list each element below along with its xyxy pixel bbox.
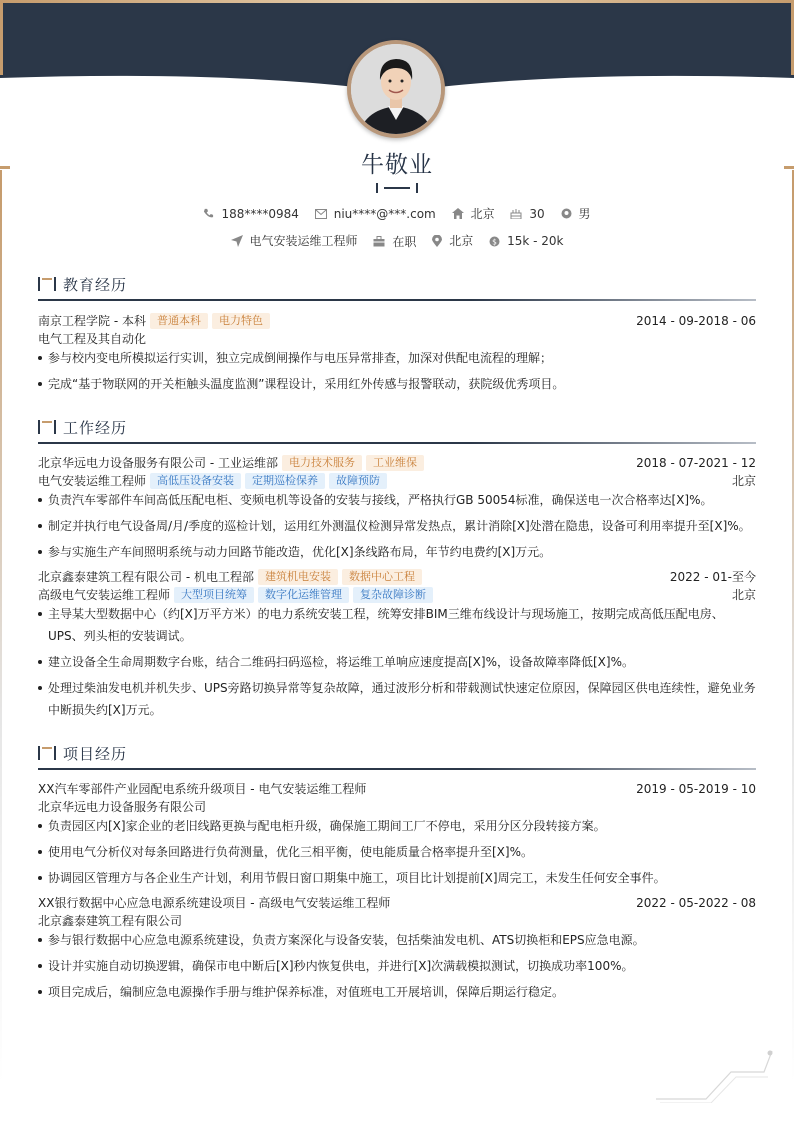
- project-title-row: [38, 780, 756, 798]
- education-section-header: [38, 274, 756, 300]
- phone-item[interactable]: [203, 207, 298, 221]
- skill-tag: 数字化运维管理: [258, 587, 349, 603]
- gender-icon: [561, 208, 572, 219]
- section-marker-icon: [38, 420, 56, 434]
- gender-item: [561, 205, 591, 222]
- company-name: 北京鑫泰建筑工程有限公司 - 机电工程部: [38, 570, 254, 584]
- work-bullet: 主导某大型数据中心（约[X]万平方米）的电力系统安装工程，统筹安排BIM三维布线设计与现场施工，按期完成高低压配电房、UPS、列头柜的安装调试。: [38, 603, 756, 647]
- company-name: 北京华远电力设备服务有限公司 - 工业运维部: [38, 456, 278, 470]
- school-tag: 电力特色: [212, 313, 270, 329]
- name-divider: [376, 183, 418, 193]
- company-tag: 电力技术服务: [282, 455, 362, 471]
- location-pin-icon: [432, 235, 442, 247]
- project-company-row: [38, 912, 756, 930]
- project-bullet: 参与银行数据中心应急电源系统建设，负责方案深化与设备安装，包括柴油发电机、ATS切换柜和EPS应急电源。: [38, 929, 756, 951]
- age: 30: [529, 206, 545, 221]
- send-icon: [231, 235, 243, 247]
- work-bullet: 处理过柴油发电机并机失步、UPS旁路切换异常等复杂故障，通过波形分析和带载测试快速定位原因，保障园区供电连续性，避免业务中断损失约[X]万元。: [38, 677, 756, 721]
- hometown-item: [452, 205, 495, 222]
- work-period: 2018 - 07-2021 - 12: [636, 456, 756, 470]
- work-bullet: 建立设备全生命周期数字台账，结合二维码扫码巡检，将运维工单响应速度提高[X]%，设备故障率降低[X]%。: [38, 651, 756, 673]
- phone-number: 188****0984: [221, 206, 299, 221]
- briefcase-icon: [373, 236, 385, 247]
- work-role-row: [38, 472, 756, 490]
- section-title: 教育经历: [63, 276, 128, 294]
- target-city: 北京: [449, 234, 474, 248]
- section-marker-icon: [38, 746, 56, 760]
- work-section-header: [38, 417, 756, 443]
- email-item[interactable]: [315, 207, 436, 221]
- skill-tag: 高低压设备安装: [150, 473, 241, 489]
- school-tag: 普通本科: [150, 313, 208, 329]
- company-tag: 建筑机电安装: [258, 569, 338, 585]
- project-period: 2019 - 05-2019 - 10: [636, 782, 756, 796]
- skill-tag: 复杂故障诊断: [353, 587, 433, 603]
- project-bullet: 项目完成后，编制应急电源操作手册与维护保养标准，对值班电工开展培训，保障后期运行稳定。: [38, 981, 756, 1003]
- work-company-row: [38, 454, 756, 472]
- work-city: 北京: [731, 588, 756, 602]
- status-item: [373, 233, 416, 250]
- project-company: 北京华远电力设备服务有限公司: [38, 800, 207, 814]
- phone-icon: [203, 208, 214, 219]
- skill-tag: 定期巡检保养: [245, 473, 325, 489]
- project-title: XX银行数据中心应急电源系统建设项目 - 高级电气安装运维工程师: [38, 896, 391, 910]
- section-divider: [38, 768, 756, 770]
- work-bullet: 制定并执行电气设备周/月/季度的巡检计划，运用红外测温仪检测异常发热点，累计消除[X]处潜在隐患，设备可利用率提升至[X]%。: [38, 515, 756, 537]
- section-title: 项目经历: [63, 745, 128, 763]
- skill-tag: 大型项目统筹: [174, 587, 254, 603]
- work-city: 北京: [731, 474, 756, 488]
- target-city-item: [432, 232, 473, 249]
- education-bullet: 参与校内变电所模拟运行实训，独立完成倒闸操作与电压异常排查，加深对供配电流程的理解；: [38, 347, 756, 369]
- target-position: 电气安装运维工程师: [249, 234, 358, 248]
- section-title: 工作经历: [63, 419, 128, 437]
- home-icon: [452, 208, 464, 219]
- major: 电气工程及其自动化: [38, 332, 147, 346]
- project-title-row: [38, 894, 756, 912]
- salary-item: [489, 234, 563, 248]
- education-school-row: [38, 312, 756, 330]
- job-title: 电气安装运维工程师: [38, 474, 147, 488]
- school-name: 南京工程学院 - 本科: [38, 314, 146, 328]
- project-company-row: [38, 798, 756, 816]
- email-address: niu****@***.com: [333, 207, 436, 221]
- project-period: 2022 - 05-2022 - 08: [636, 896, 756, 910]
- education-major-row: [38, 330, 756, 348]
- target-position-item: [231, 232, 358, 249]
- svg-text:$: $: [492, 236, 497, 246]
- skill-tag: 故障预防: [329, 473, 387, 489]
- work-role-row: [38, 586, 756, 604]
- project-company: 北京鑫泰建筑工程有限公司: [38, 914, 183, 928]
- birthday-cake-icon: [510, 208, 522, 219]
- profile-photo: [351, 44, 441, 134]
- gender: 男: [578, 207, 591, 221]
- candidate-name: 牛敬业: [361, 152, 433, 178]
- work-period: 2022 - 01-至今: [669, 570, 756, 584]
- money-icon: [489, 236, 500, 247]
- work-bullet: 参与实施生产车间照明系统与动力回路节能改造，优化[X]条线路布局，年节约电费约[X]万元。: [38, 541, 756, 563]
- company-tag: 工业维保: [366, 455, 424, 471]
- project-bullet: 协调园区管理方与各企业生产计划，利用节假日窗口期集中施工，项目比计划提前[X]周完工，未发生任何安全事件。: [38, 867, 756, 889]
- job-intent-row: [0, 232, 794, 250]
- project-title: XX汽车零部件产业园配电系统升级项目 - 电气安装运维工程师: [38, 782, 367, 796]
- expected-salary: 15k - 20k: [507, 234, 564, 248]
- work-bullet: 负责汽车零部件车间高低压配电柜、变频电机等设备的安装与接线，严格执行GB 50054标准，确保送电一次合格率达[X]%。: [38, 489, 756, 511]
- education-bullet: 完成“基于物联网的开关柜触头温度监测”课程设计，采用红外传感与报警联动，获院级优秀项目。: [38, 373, 756, 395]
- corner-decoration: [656, 1047, 774, 1103]
- education-period: 2014 - 09-2018 - 06: [636, 314, 756, 328]
- section-marker-icon: [38, 277, 56, 291]
- age-item: [510, 207, 544, 221]
- email-icon: [315, 209, 327, 219]
- employment-status: 在职: [392, 234, 417, 249]
- contact-info-row: [0, 205, 794, 222]
- left-border: [0, 170, 2, 1083]
- section-divider: [38, 299, 756, 301]
- section-divider: [38, 442, 756, 444]
- company-tag: 数据中心工程: [342, 569, 422, 585]
- work-company-row: [38, 568, 756, 586]
- avatar-frame: [347, 40, 445, 138]
- project-bullet: 负责园区内[X]家企业的老旧线路更换与配电柜升级，确保施工期间工厂不停电，采用分区分段转接方案。: [38, 815, 756, 837]
- project-bullet: 设计并实施自动切换逻辑，确保市电中断后[X]秒内恢复供电，并进行[X]次满载模拟测试，切换成功率100%。: [38, 955, 756, 977]
- project-bullet: 使用电气分析仪对每条回路进行负荷测量，优化三相平衡，使电能质量合格率提升至[X]%。: [38, 841, 756, 863]
- hometown: 北京: [470, 207, 495, 221]
- job-title: 高级电气安装运维工程师: [38, 588, 171, 602]
- avatar: [351, 44, 441, 134]
- projects-section-header: [38, 743, 756, 769]
